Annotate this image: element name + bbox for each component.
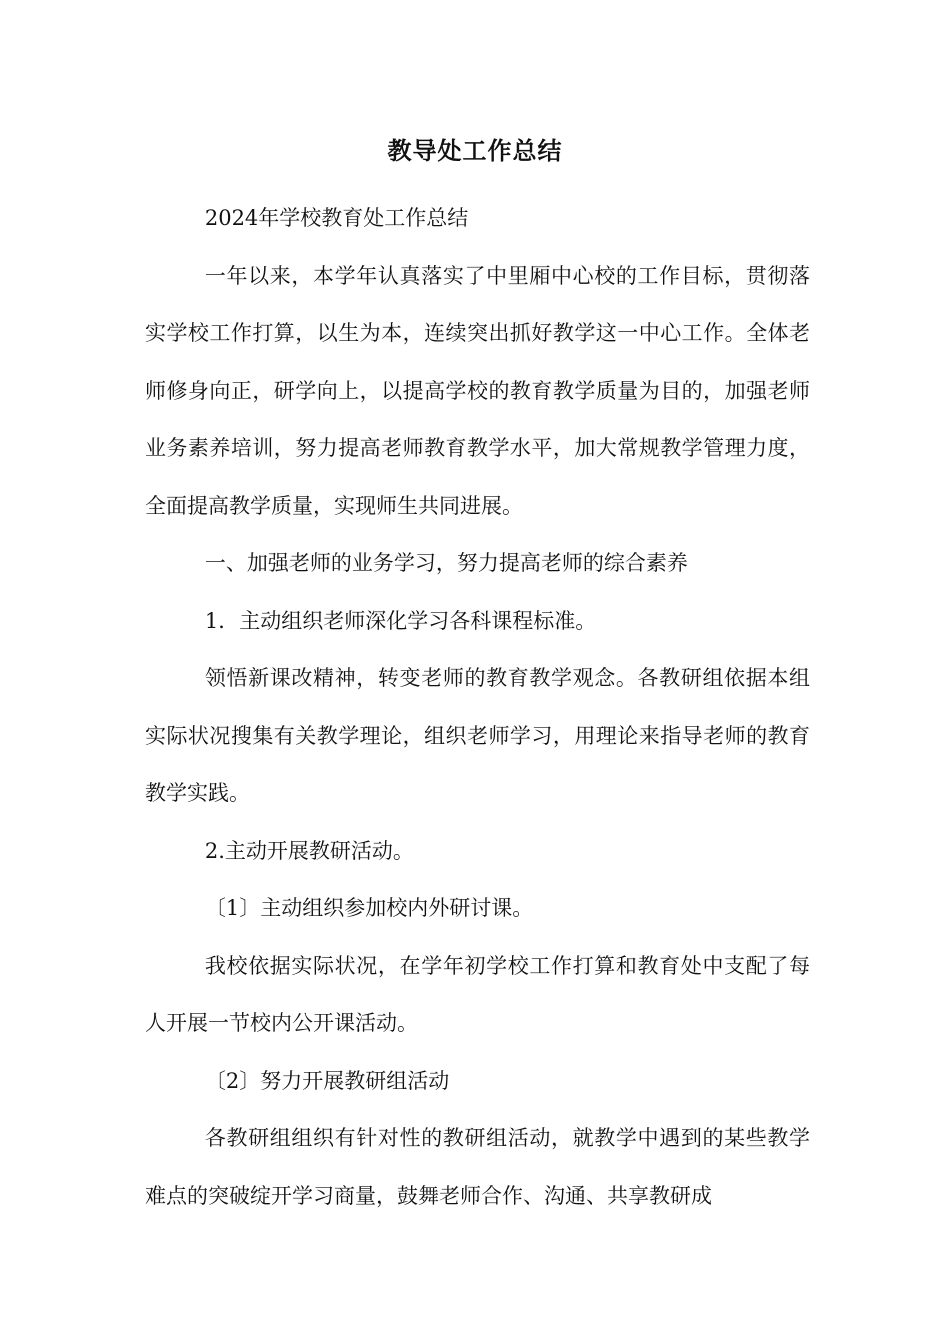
paragraph-body: 各教研组组织有针对性的教研组活动，就教学中遇到的某些教学难点的突破绽开学习商量，鼓舞老师合作、沟通、共享教研成 [145,1126,810,1208]
paragraph-body: 领悟新课改精神，转变老师的教育教学观念。各教研组依据本组实际状况搜集有关教学理论，组织老师学习，用理论来指导老师的教育教学实践。 [145,666,810,805]
paragraph-subtitle: 2024年学校教育处工作总结 [204,206,469,230]
item-heading-2: 〔2〕努力开展教研组活动 [204,1068,450,1093]
paragraph-body: 我校依据实际状况，在学年初学校工作打算和教育处中支配了每人开展一节校内公开课活动。 [145,953,810,1035]
item-heading-1: 〔1〕主动组织参加校内外研讨课。 [204,896,534,920]
subsection-heading-2: 2.主动开展教研活动。 [204,838,414,863]
section-heading-1: 一、加强老师的业务学习，努力提高老师的综合素养 [204,551,688,575]
paragraph-intro: 一年以来，本学年认真落实了中里厢中心校的工作目标，贯彻落实学校工作打算，以生为本，连续突出抓好教学这一中心工作。全体老师修身向正，研学向上，以提高学校的教育教学质量为目的，加强老师业务素养培训，努力提高老师教育教学水平，加大常规教学管理力度，全面提高教学质量，实现师生共同进展。 [145,263,810,518]
document-title: 教导处工作总结 [387,137,563,165]
subsection-heading-1: 1．主动组织老师深化学习各科课程标准。 [204,608,597,633]
document-body [145,190,810,1225]
